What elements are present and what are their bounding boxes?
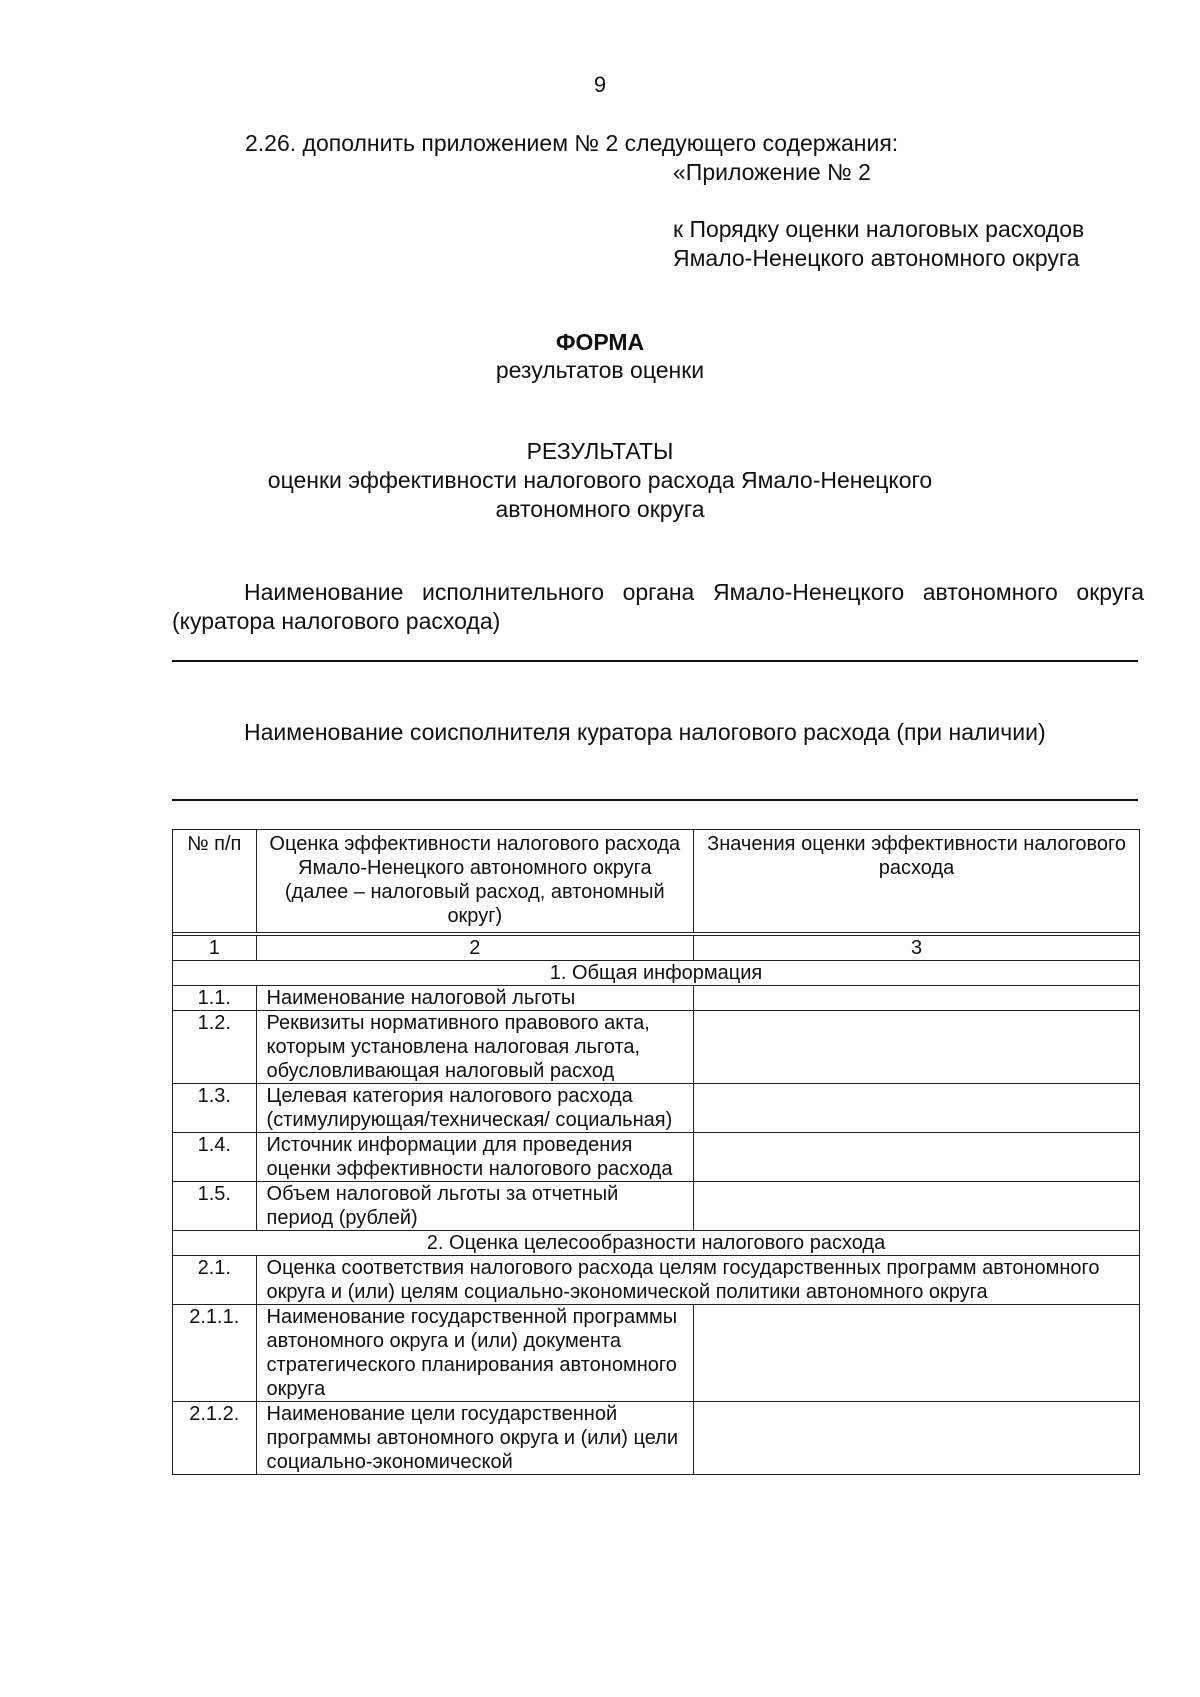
table-row [173, 1084, 1140, 1133]
column-index: 1 [173, 936, 257, 961]
table-row [173, 1402, 1140, 1475]
appendix-title: «Приложение № 2 [673, 159, 871, 185]
row-number: 2.1. [173, 1256, 257, 1305]
table-row [173, 1011, 1140, 1084]
form-subtitle: результатов оценки [495, 357, 705, 383]
section-heading: 1. Общая информация [173, 961, 1140, 986]
header-assessment: Оценка эффективности налогового расхода Ямало-Ненецкого автономного округа (далее – налоговый расход, автономный округ) [256, 830, 694, 933]
row-description: Наименование налоговой льготы [256, 986, 694, 1011]
column-index-row [173, 936, 1140, 961]
header-values: Значения оценки эффективности налогового расхода [694, 830, 1140, 933]
curator-field-label: Наименование исполнительного органа Ямало-Ненецкого автономного округа (куратора налогового расхода) [172, 579, 1144, 634]
section-row [173, 1231, 1140, 1256]
table-row [173, 1133, 1140, 1182]
row-number: 2.1.1. [173, 1305, 257, 1402]
table-row [173, 1305, 1140, 1402]
amendment-line: 2.26. дополнить приложением № 2 следующего содержания: [245, 130, 899, 156]
row-number: 1.2. [173, 1011, 257, 1084]
row-description: Оценка соответствия налогового расхода целям государственных программ автономного округа и (или) целям социально-экономической политики автономного округа [256, 1256, 1139, 1305]
row-number: 1.5. [173, 1182, 257, 1231]
curator-fill-line[interactable] [172, 660, 1138, 662]
row-description: Наименование цели государственной программы автономного округа и (или) цели социально-экономической [256, 1402, 694, 1475]
results-subtitle-line: оценки эффективности налогового расхода Ямало-Ненецкого [267, 467, 933, 493]
table-header-row [173, 830, 1140, 933]
appendix-reference-line: к Порядку оценки налоговых расходов [673, 216, 1085, 242]
appendix-reference-line: Ямало-Ненецкого автономного округа [673, 245, 1080, 271]
header-number: № п/п [173, 830, 257, 933]
evaluation-table [172, 829, 1140, 1475]
row-number: 1.4. [173, 1133, 257, 1182]
coexecutor-fill-line[interactable] [172, 799, 1138, 801]
row-description: Источник информации для проведения оценки эффективности налогового расхода [256, 1133, 694, 1182]
row-description: Реквизиты нормативного правового акта, которым установлена налоговая льгота, обусловливающая налоговый расход [256, 1011, 694, 1084]
results-title: РЕЗУЛЬТАТЫ [526, 438, 674, 464]
table-row [173, 986, 1140, 1011]
table-row [173, 1256, 1140, 1305]
row-number: 1.1. [173, 986, 257, 1011]
page-number: 9 [593, 72, 607, 97]
row-description: Объем налоговой льготы за отчетный период (рублей) [256, 1182, 694, 1231]
row-value-cell[interactable] [694, 1133, 1140, 1182]
row-number: 2.1.2. [173, 1402, 257, 1475]
section-heading: 2. Оценка целесообразности налогового расхода [173, 1231, 1140, 1256]
row-description: Целевая категория налогового расхода (стимулирующая/техническая/ социальная) [256, 1084, 694, 1133]
row-value-cell[interactable] [694, 986, 1140, 1011]
row-value-cell[interactable] [694, 1011, 1140, 1084]
column-index: 3 [694, 936, 1140, 961]
row-value-cell[interactable] [694, 1084, 1140, 1133]
results-subtitle-line: автономного округа [495, 496, 705, 522]
results-subtitle [0, 466, 1200, 524]
row-number: 1.3. [173, 1084, 257, 1133]
appendix-reference [673, 215, 1084, 273]
coexecutor-field-label: Наименование соисполнителя куратора налогового расхода (при наличии) [244, 719, 1046, 745]
form-title: ФОРМА [555, 329, 645, 355]
table-row [173, 1182, 1140, 1231]
row-value-cell[interactable] [694, 1182, 1140, 1231]
column-index: 2 [256, 936, 694, 961]
row-value-cell[interactable] [694, 1402, 1140, 1475]
row-description: Наименование государственной программы автономного округа и (или) документа стратегического планирования автономного округа [256, 1305, 694, 1402]
section-row [173, 961, 1140, 986]
row-value-cell[interactable] [694, 1305, 1140, 1402]
